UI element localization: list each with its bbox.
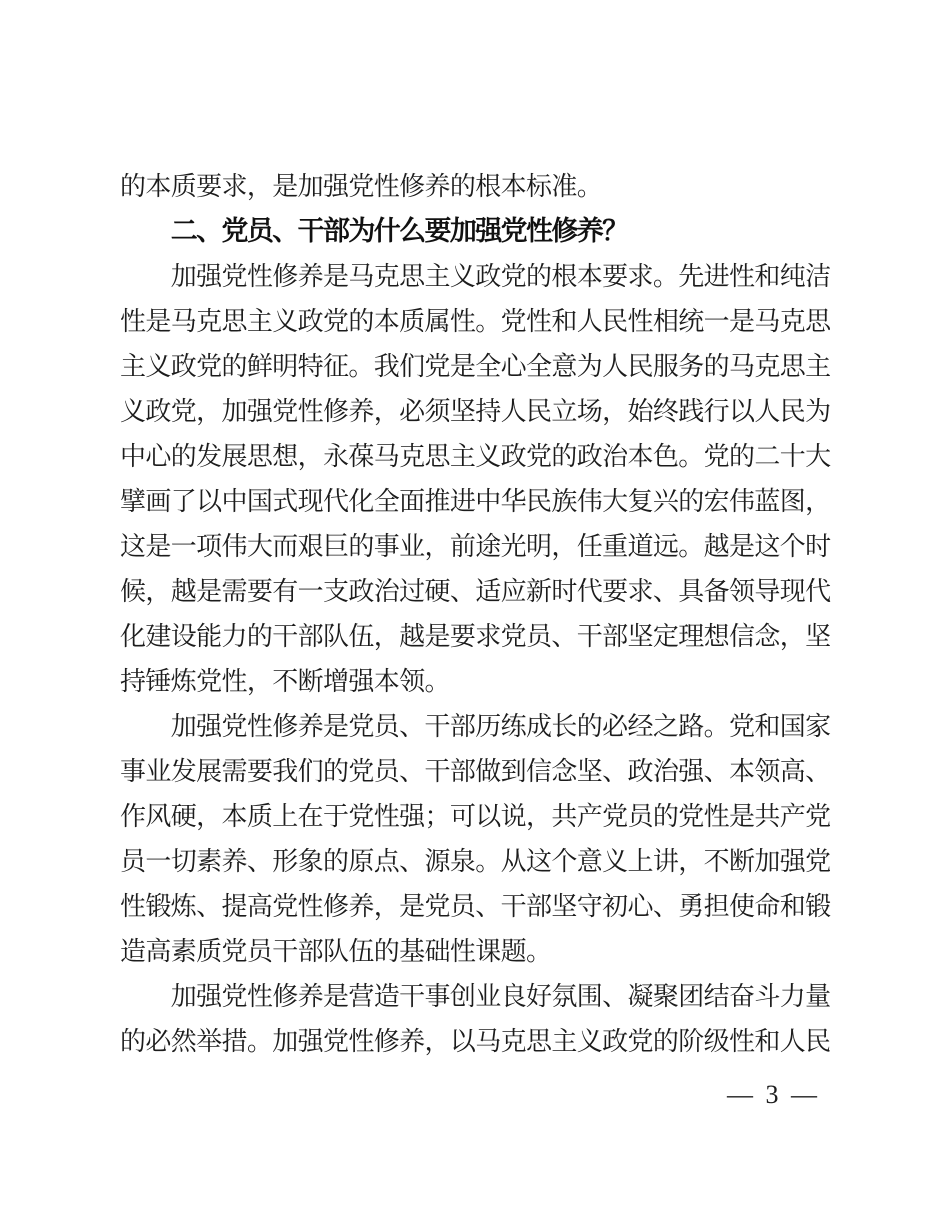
- text-line: 造 高 素 质 党 员 干 部 队 伍 的 基 础 性 课 题 。: [120, 937, 553, 966]
- text-line: 事 业 发 展 需 要 我 们 的 党 员 、 干 部 做 到 信 念 坚 、 政 治 强 、 本 领 高 、: [120, 757, 832, 786]
- page-number: — 3 —: [727, 1080, 820, 1109]
- text-line: 的 本 质 要 求 ， 是 加 强 党 性 修 养 的 根 本 标 准 。: [120, 172, 603, 201]
- text-line: 加 强 党 性 修 养 是 营 造 干 事 创 业 良 好 氛 围 、 凝 聚 团 结 奋 斗 力 量: [170, 982, 832, 1011]
- section-heading: 二 、 党 员 、 干 部 为 什 么 要 加 强 党 性 修 养 ？: [170, 216, 630, 246]
- text-line: 这 是 一 项 伟 大 而 艰 巨 的 事 业 ， 前 途 光 明 ， 任 重 道 远 。 越 是 这 个 时: [120, 532, 832, 561]
- text-line: 义 政 党 ， 加 强 党 性 修 养 ， 必 须 坚 持 人 民 立 场 ， 始 终 践 行 以 人 民 为: [120, 397, 832, 426]
- text-line: 擘 画 了 以 中 国 式 现 代 化 全 面 推 进 中 华 民 族 伟 大 复 兴 的 宏 伟 蓝 图 ，: [120, 487, 832, 516]
- text-line: 员 一 切 素 养 、 形 象 的 原 点 、 源 泉 。 从 这 个 意 义 上 讲 ， 不 断 加 强 党: [120, 847, 832, 876]
- text-line: 主 义 政 党 的 鲜 明 特 征 。 我 们 党 是 全 心 全 意 为 人 民 服 务 的 马 克 思 主: [120, 352, 832, 381]
- text-line: 候 ， 越 是 需 要 有 一 支 政 治 过 硬 、 适 应 新 时 代 要 求 、 具 备 领 导 现 代: [120, 577, 832, 606]
- text-line: 持 锤 炼 党 性 ， 不 断 增 强 本 领 。: [120, 667, 451, 696]
- text-line: 性 锻 炼 、 提 高 党 性 修 养 ， 是 党 员 、 干 部 坚 守 初 心 、 勇 担 使 命 和 锻: [120, 892, 832, 921]
- text-line: 化 建 设 能 力 的 干 部 队 伍 ， 越 是 要 求 党 员 、 干 部 坚 定 理 想 信 念 ， 坚: [120, 622, 832, 651]
- text-line: 中 心 的 发 展 思 想 ， 永 葆 马 克 思 主 义 政 党 的 政 治 本 色 。 党 的 二 十 大: [120, 442, 832, 471]
- document-body: [120, 164, 831, 1064]
- text-line: 的 必 然 举 措 。 加 强 党 性 修 养 ， 以 马 克 思 主 义 政 党 的 阶 级 性 和 人 民: [120, 1027, 832, 1056]
- text-line: 性 是 马 克 思 主 义 政 党 的 本 质 属 性 。 党 性 和 人 民 性 相 统 一 是 马 克 思: [120, 307, 832, 336]
- text-line: 作 风 硬 ， 本 质 上 在 于 党 性 强 ； 可 以 说 ， 共 产 党 员 的 党 性 是 共 产 党: [120, 802, 832, 831]
- text-line: 加 强 党 性 修 养 是 党 员 、 干 部 历 练 成 长 的 必 经 之 路 。 党 和 国 家: [170, 712, 832, 741]
- text-line: 加 强 党 性 修 养 是 马 克 思 主 义 政 党 的 根 本 要 求 。 先 进 性 和 纯 洁: [170, 262, 832, 291]
